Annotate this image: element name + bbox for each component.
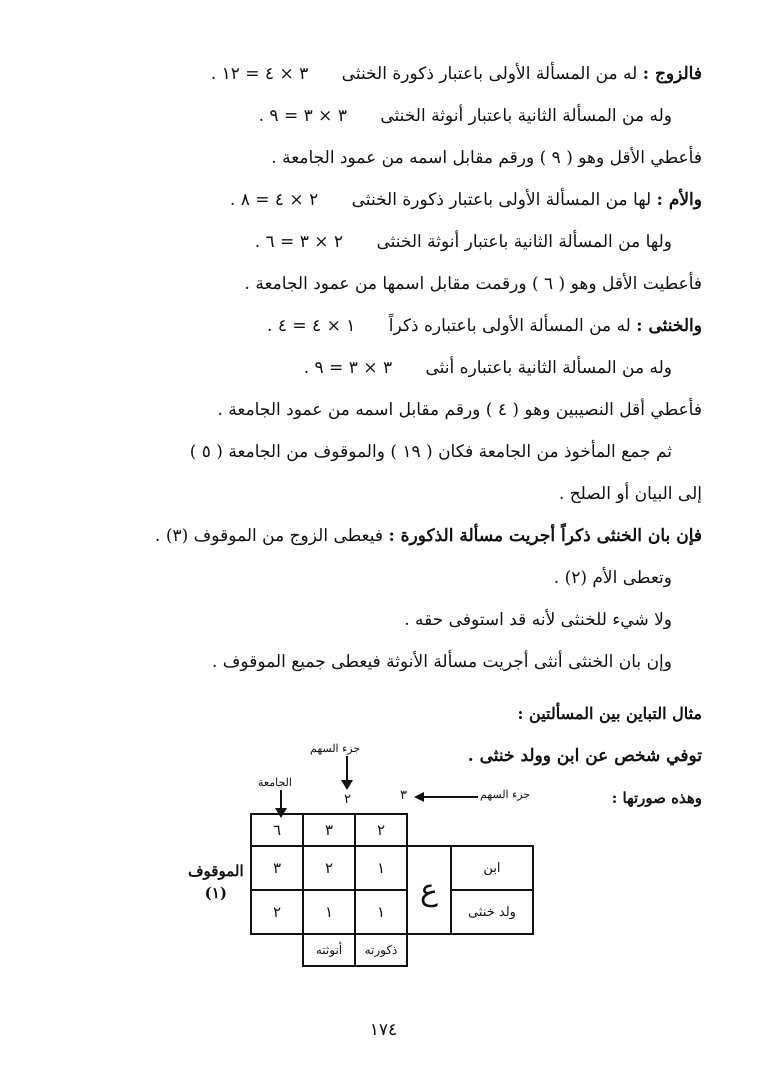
line-text: فيعطى الزوج من الموقوف (٣) . bbox=[155, 526, 384, 546]
line-text: فأعطيت الأقل وهو ( ٦ ) ورقمت مقابل اسمها من عمود الجامعة . bbox=[244, 274, 702, 294]
table-row bbox=[251, 890, 533, 934]
table-cell: ٣ bbox=[303, 814, 355, 846]
arrow-down-icon bbox=[337, 756, 357, 796]
table-footer-row bbox=[251, 934, 533, 966]
text-line-14 bbox=[404, 608, 672, 632]
line-math: ٢ × ٤ = ٨ . bbox=[229, 190, 319, 210]
line-text: له من المسألة الأولى باعتبار ذكورة الخنثى bbox=[341, 64, 638, 84]
ain-cell: ع bbox=[407, 846, 451, 934]
line-text: إلى البيان أو الصلح . bbox=[558, 484, 702, 504]
line-text: ولا شيء للخنثى لأنه قد استوفى حقه . bbox=[404, 610, 672, 630]
table-cell: ٢ bbox=[355, 814, 407, 846]
mawquf-value: (١) bbox=[204, 884, 227, 902]
line-lead: فالزوج : bbox=[642, 64, 702, 84]
line-lead: والأم : bbox=[656, 190, 702, 210]
example-line-2: وهذه صورتها : bbox=[611, 789, 702, 807]
mawquf-text: الموقوف bbox=[188, 862, 244, 880]
text-line-3 bbox=[271, 146, 702, 170]
text-line-9 bbox=[217, 398, 702, 422]
heir-cell: ولد خنثى bbox=[451, 890, 533, 934]
table-cell: ١ bbox=[355, 890, 407, 934]
arrow-left-icon bbox=[414, 790, 480, 804]
footer-cell: أنوثته bbox=[303, 934, 355, 966]
example-line-1: توفي شخص عن ابن وولد خنثى . bbox=[467, 746, 702, 766]
mawquf-label bbox=[188, 860, 244, 904]
line-text: لها من المسألة الأولى باعتبار ذكورة الخنثى bbox=[351, 190, 652, 210]
page-number: ١٧٤ bbox=[369, 1020, 398, 1040]
text-line-11 bbox=[559, 482, 702, 506]
line-text: وله من المسألة الثانية باعتباره أنثى bbox=[425, 358, 672, 378]
table-cell: ١ bbox=[303, 890, 355, 934]
label-sahm-top: جزء السهم bbox=[310, 742, 361, 755]
label-jamia: الجامعة bbox=[258, 776, 292, 789]
table-cell: ٦ bbox=[251, 814, 303, 846]
text-line-4 bbox=[230, 188, 702, 212]
text-line-10 bbox=[190, 440, 672, 464]
line-text: فأعطي الأقل وهو ( ٩ ) ورقم مقابل اسمه من عمود الجامعة . bbox=[271, 148, 702, 168]
line-text: ولها من المسألة الثانية باعتبار أنوثة الخنثى bbox=[376, 232, 672, 252]
text-line-2 bbox=[259, 104, 672, 128]
inheritance-table bbox=[250, 813, 534, 967]
label-sahm-side: جزء السهم bbox=[480, 788, 531, 801]
text-line-5 bbox=[255, 230, 672, 254]
text-line-7 bbox=[267, 314, 702, 338]
line-math: ١ × ٤ = ٤ . bbox=[267, 316, 356, 336]
line-math: ٣ × ٣ = ٩ . bbox=[303, 358, 393, 378]
line-lead: والخنثى : bbox=[636, 316, 702, 336]
text-line-13 bbox=[554, 566, 672, 590]
sahm-top-value: ٢ bbox=[344, 792, 351, 807]
footer-cell: ذكورته bbox=[355, 934, 407, 966]
sahm-side-value: ٣ bbox=[400, 788, 407, 803]
text-line-15 bbox=[212, 650, 672, 674]
table-row bbox=[251, 846, 533, 890]
text-line-6 bbox=[245, 272, 702, 296]
line-lead: فإن بان الخنثى ذكراً أجريت مسألة الذكورة : bbox=[388, 526, 702, 546]
line-text: وإن بان الخنثى أنثى أجريت مسألة الأنوثة فيعطى جميع الموقوف . bbox=[211, 652, 672, 672]
example-heading: مثال التباين بين المسألتين : bbox=[517, 704, 702, 723]
text-line-8 bbox=[304, 356, 672, 380]
table-header-row bbox=[251, 814, 533, 846]
table-cell: ٢ bbox=[251, 890, 303, 934]
table-cell: ١ bbox=[355, 846, 407, 890]
text-line-1 bbox=[211, 62, 702, 86]
line-math: ٣ × ٣ = ٩ . bbox=[258, 106, 347, 126]
line-math: ٢ × ٣ = ٦ . bbox=[254, 232, 344, 252]
table-cell: ٢ bbox=[303, 846, 355, 890]
line-text: ثم جمع المأخوذ من الجامعة فكان ( ١٩ ) والموقوف من الجامعة ( ٥ ) bbox=[189, 442, 672, 462]
line-text: وتعطى الأم (٢) . bbox=[553, 568, 672, 588]
line-text: له من المسألة الأولى باعتباره ذكراً bbox=[388, 316, 631, 336]
table-cell: ٣ bbox=[251, 846, 303, 890]
line-text: وله من المسألة الثانية باعتبار أنوثة الخنثى bbox=[380, 106, 672, 126]
text-line-12 bbox=[155, 524, 702, 548]
line-math: ٣ × ٤ = ١٢ . bbox=[210, 64, 309, 84]
heir-cell: ابن bbox=[451, 846, 533, 890]
line-text: فأعطي أقل النصيبين وهو ( ٤ ) ورقم مقابل اسمه من عمود الجامعة . bbox=[217, 400, 702, 420]
